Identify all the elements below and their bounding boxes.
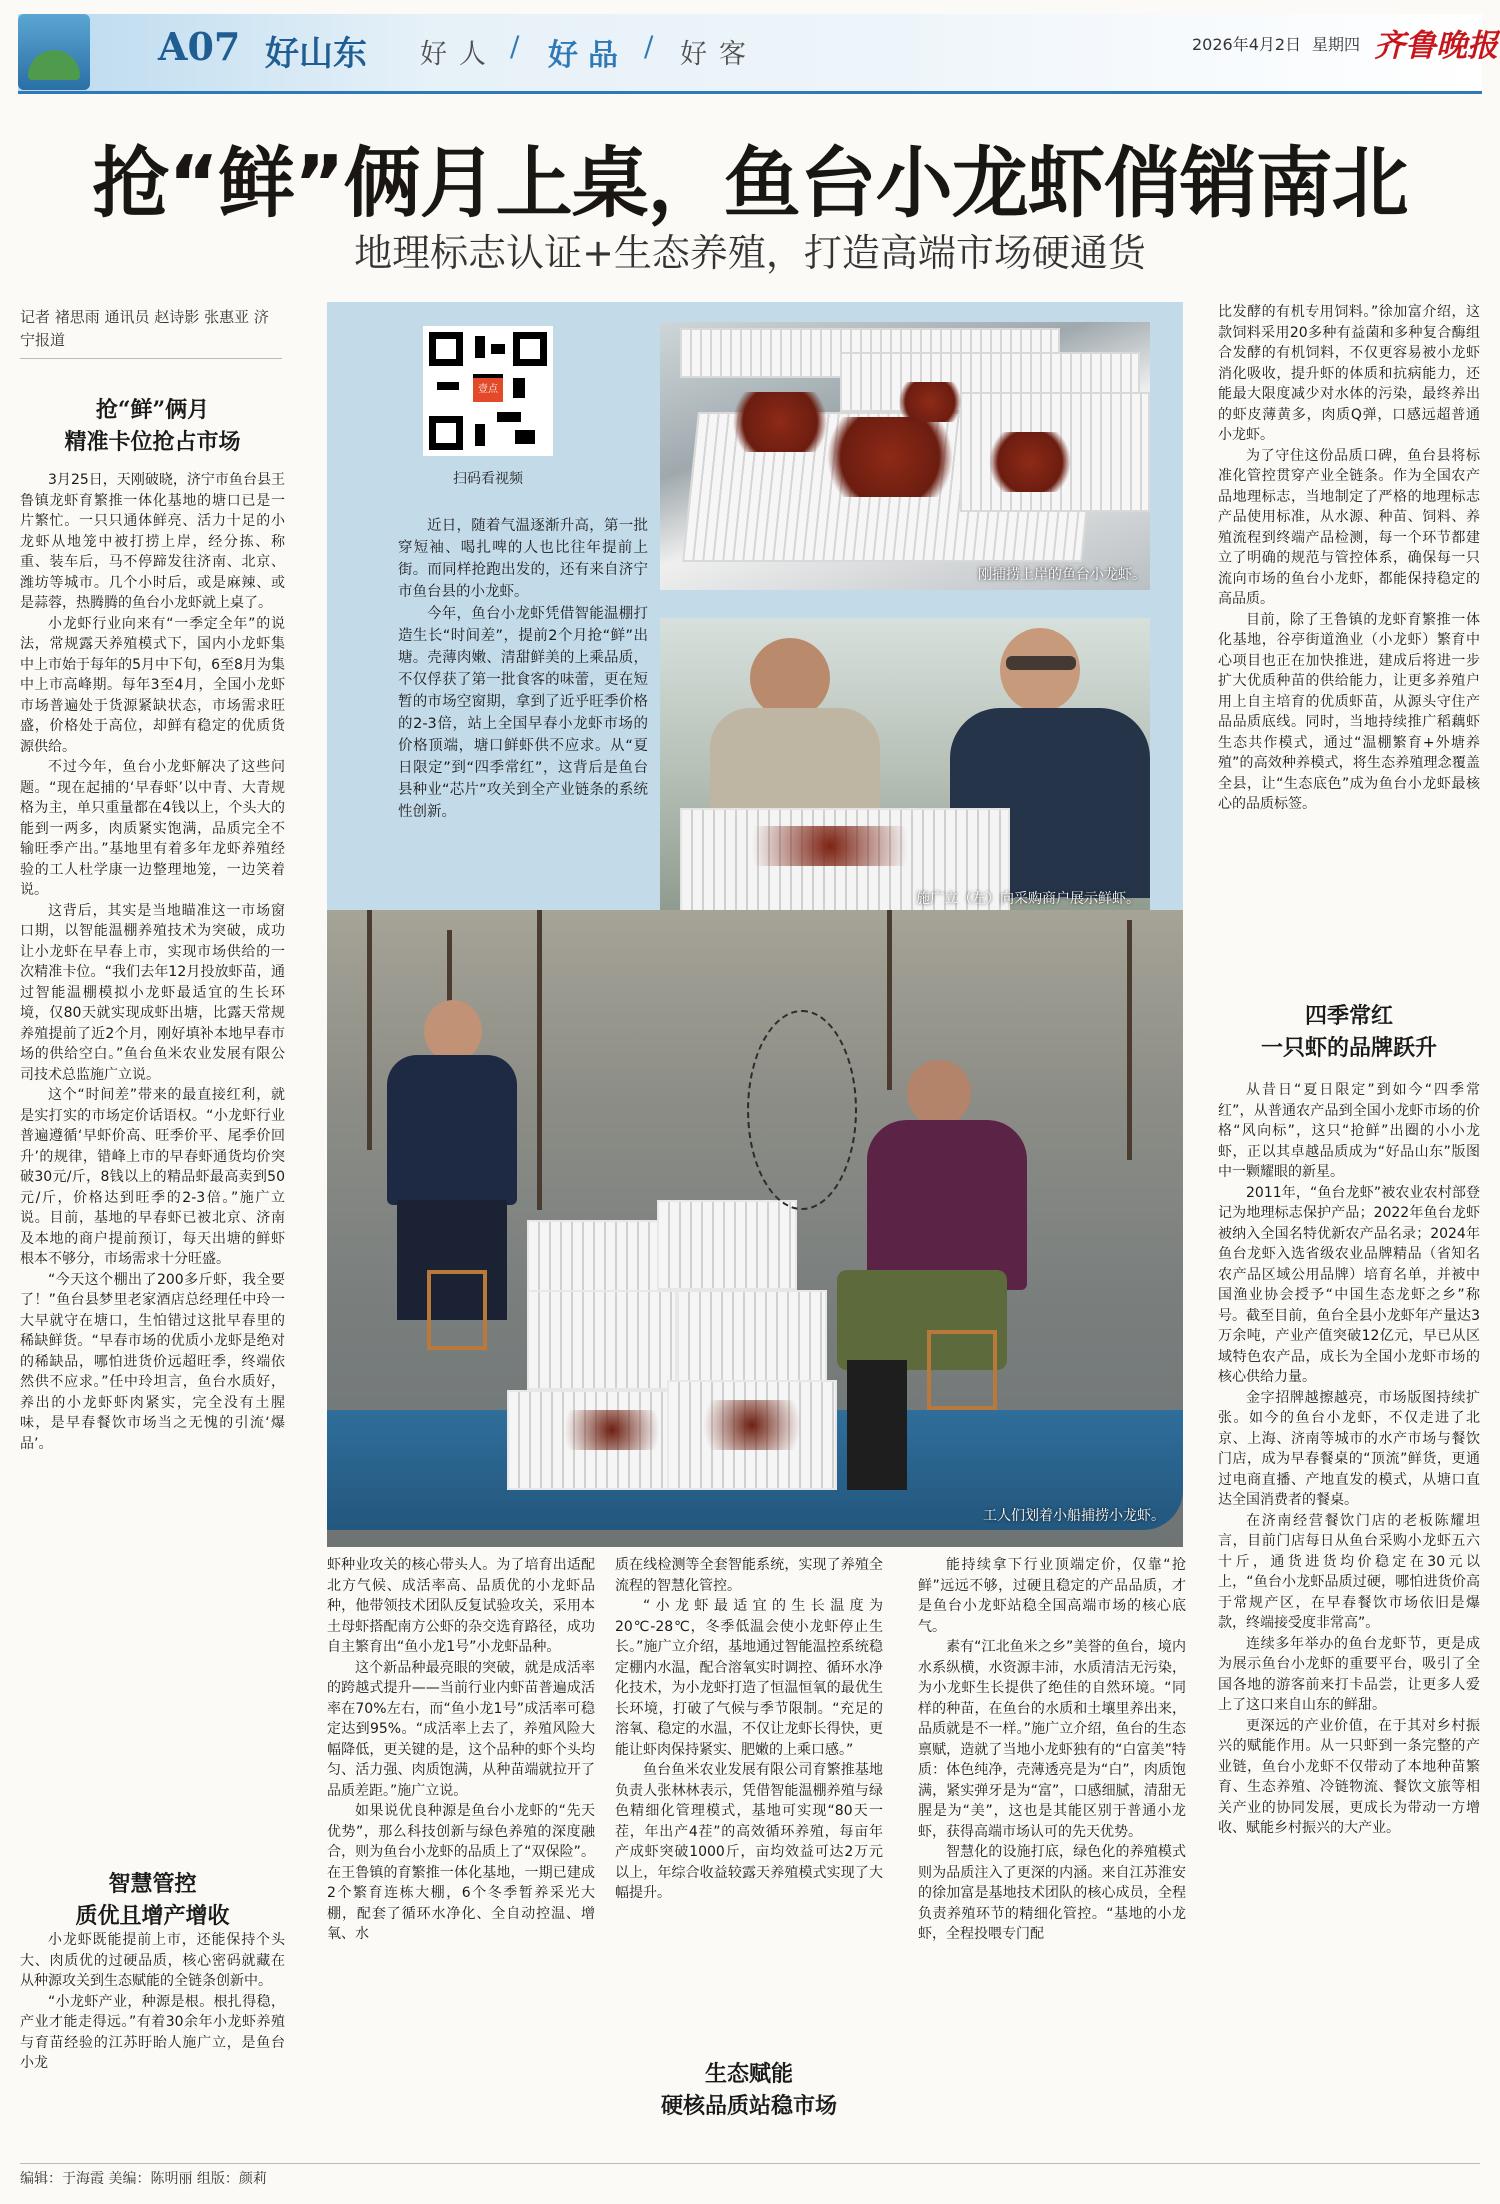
paragraph: 虾种业攻关的核心带头人。为了培育出适配北方气候、成活率高、品质优的小龙虾品种，他带领技术团队反复试验攻关，采用本土母虾搭配南方公虾的杂交选育路径，成功自主繁育出“鱼小龙1号”小龙虾品种。 — [327, 1557, 595, 1655]
paragraph: 近日，随着气温逐渐升高，第一批穿短袖、喝扎啤的人也比往年提前上街。而同样抢跑出发的，还有来自济宁市鱼台县的小龙虾。 — [398, 518, 648, 600]
tag-left: 好人 — [420, 39, 498, 70]
newspaper-logo: 齐鲁晚报 — [1374, 28, 1498, 64]
paragraph: 能持续拿下行业顶端定价，仅靠“抢鲜”远远不够，过硬且稳定的产品品质，才是鱼台小龙虾站稳全国高端市场的核心底气。 — [918, 1557, 1186, 1635]
paragraph: 智慧化的设施打底，绿色化的养殖模式则为品质注入了更深的内涵。来自江苏淮安的徐加富是基地技术团队的核心成员，全程负责养殖环节的精细化管控。“基地的小龙虾，全程投喂专门配 — [918, 1844, 1186, 1942]
tag-separator: / — [644, 30, 654, 63]
issue-weekday: 星期四 — [1312, 35, 1361, 54]
article-column — [918, 1555, 1186, 1945]
tag-center: 好品 — [548, 38, 628, 73]
paragraph: 不过今年，鱼台小龙虾解决了这些问题。“现在起捕的‘早春虾’以中青、大青规格为主，单只重量都在4钱以上，个头大的能到一两多，肉质紧实饱满，品质完全不输旺季产出。”基地里有着多年龙虾养殖经验的工人杜学康一边整理地笼，一边笑着说。 — [20, 759, 285, 898]
paragraph: 鱼台鱼米农业发展有限公司育繁推基地负责人张林林表示，凭借智能温棚养殖与绿色精细化管理模式，基地可实现“80天一茬，年出产4茬”的高效循环养殖，每亩年产成虾突破1000斤，亩均效益可达2万元以上，年综合收益较露天养殖模式实现了大幅提升。 — [615, 1762, 883, 1901]
paragraph: 目前，除了王鲁镇的龙虾育繁推一体化基地，谷亭街道渔业（小龙虾）繁育中心项目也正在加快推进，建成后将进一步扩大优质种苗的供给能力，让更多养殖户用上自主培育的优质虾苗，从源头守住产品品质底线。同时，当地持续推广稻藕虾生态共作模式，通过“温棚繁育+外塘养殖”的高效种养模式，将生态养殖理念覆盖全县，让“生态底色”成为鱼台小龙虾最核心的品质标签。 — [1218, 611, 1480, 812]
paragraph: 这个新品种最亮眼的突破，就是成活率的跨越式提升——当前行业内虾苗普遍成活率在70%左右，而“鱼小龙1号”成活率可稳定达到95%。“成活率上去了，养殖风险大幅降低，更关键的是，这个品种的虾个头均匀、活力强、肉质饱满，从种苗端就拉开了品质差距。”施广立说。 — [327, 1659, 595, 1799]
section-subhead: 生态赋能 硬核品质站稳市场 — [660, 2061, 837, 2119]
paragraph: 为了守住这份品质口碑，鱼台县将标准化管控贯穿产业全链条。作为全国农产品地理标志，当地制定了严格的地理标志产品使用标准，从水源、种苗、饲料、养殖流程到终端产品检测，每一个环节都建立了明确的规范与管控体系，确保每一只流向市场的鱼台小龙虾，都能保持稳定的高品质。 — [1218, 447, 1480, 607]
workers-on-boat-photo — [327, 910, 1183, 1547]
qr-badge: 壹点 — [473, 378, 503, 402]
paragraph: “今天这个棚出了200多斤虾，我全要了！”鱼台县梦里老家酒店总经理任中玲一大早就守在塘口，生怕错过这批早春里的稀缺鲜货。“早春市场的优质小龙虾是绝对的稀缺品，哪怕进货价远超旺季，终端依然供不应求。”任中玲坦言，鱼台水质好，养出的小龙虾虾肉紧实，完全没有土腥味，是早春餐饮市场当之无愧的引流‘爆品’。 — [20, 1271, 285, 1452]
section-subhead: 四季常红 一只虾的品牌跃升 — [1260, 1003, 1437, 1061]
paragraph: “小龙虾最适宜的生长温度为20℃-28℃，冬季低温会使小龙虾停止生长。”施广立介绍，基地通过智能温控系统稳定棚内水温，配合溶氧实时调控、循环水净化技术，为小龙虾打造了恒温恒氧的最优生长环境，打破了气候与季节限制。“充足的溶氧、稳定的水温，不仅让龙虾长得快，更能让虾肉保持紧实、肥嫩的上乘口感。” — [615, 1598, 883, 1758]
paragraph: 比发酵的有机专用饲料。”徐加富介绍，这款饲料采用20多种有益菌和多种复合酶组合发酵的有机饲料，不仅更容易被小龙虾消化吸收，提升虾的体质和抗病能力，还能最大限度减少对水体的污染，最终养出的虾皮薄黄多，肉质Q弹，口感远超普通小龙虾。 — [1218, 304, 1480, 443]
paragraph: 从昔日“夏日限定”到如今“四季常红”，从普通农产品到全国小龙虾市场的价格“风向标”，这只“抢鲜”出圈的小小龙虾，正以其卓越品质成为“好品山东”版图中一颗耀眼的新星。 — [1218, 1082, 1480, 1180]
tag-separator: / — [510, 30, 520, 63]
paragraph: 2011年，“鱼台龙虾”被农业农村部登记为地理标志保护产品；2022年鱼台龙虾被纳入全国名特优新农产品名录；2024年鱼台龙虾入选省级农业品牌精品（省知名农产品区域公用品牌）培育名单，并被中国渔业协会授予“中国生态龙虾之乡”称号。截至目前，鱼台全县小龙虾年产量达3万余吨，产业产值突破12亿元，早已从区域特色农产品，成长为全国小龙虾市场的核心供给力量。 — [1218, 1184, 1480, 1385]
tag-right: 好客 — [680, 39, 758, 70]
section-name: 好山东 — [265, 34, 367, 74]
paragraph: 这背后，其实是当地瞄准这一市场窗口期，以智能温棚养殖技术为突破，成功让小龙虾在早春上市，实现市场供给的一次精准卡位。“我们去年12月投放虾苗，通过智能温棚模拟小龙虾最适宜的生长环境，仅80天就实现成虾出塘，比露天常规养殖提前了近2个月，刚好填补本地早春市场的供给空白。”鱼台鱼米农业发展有限公司技术总监施广立说。 — [20, 902, 285, 1083]
paragraph: 这个“时间差”带来的最直接红利，就是实打实的市场定价话语权。“小龙虾行业普遍遵循‘早虾价高、旺季价平、尾季价回升’的规律，错峰上市的早春虾通货均价突破30元/斤，8钱以上的精品虾最高卖到50元/斤，价格达到旺季的2-3倍。”施广立说。目前，基地的早春虾已被北京、济南及本地的商户提前预订，每天出塘的鲜虾根本不够分，市场需求十分旺盛。 — [20, 1087, 285, 1267]
paragraph: 在济南经营餐饮门店的老板陈耀坦言，目前门店每日从鱼台采购小龙虾五六十斤，通货进货均价稳定在30元以上，“鱼台小龙虾品质过硬，哪怕进货价高于常规产区，在早春餐饮市场依旧是爆款，终端接受度非常高”。 — [1218, 1512, 1480, 1631]
crayfish-crates-photo — [660, 322, 1150, 590]
photo-caption: 施广立（左）向采购商户展示鲜虾。 — [916, 891, 1140, 907]
paragraph: 3月25日，天刚破晓，济宁市鱼台县王鲁镇龙虾育繁推一体化基地的塘口已是一片繁忙。一只只通体鲜亮、活力十足的小龙虾从地笼中被打捞上岸，经分拣、称重、装车后，马不停蹄发往济南、北京、潍坊等城市。几个小时后，或是麻辣、或是蒜蓉，热腾腾的鱼台小龙虾就上桌了。 — [20, 472, 285, 611]
issue-date: 2026年4月2日 — [1192, 35, 1302, 54]
paragraph: 质在线检测等全套智能系统，实现了养殖全流程的智慧化管控。 — [615, 1557, 883, 1594]
paragraph: 连续多年举办的鱼台龙虾节，更是成为展示鱼台小龙虾的重要平台，吸引了全国各地的游客前来打卡品尝，让更多人爱上了这口来自山东的鲜甜。 — [1218, 1635, 1480, 1713]
article-column — [1218, 302, 1480, 815]
article-column — [615, 1555, 883, 1904]
subheadline: 地理标志认证+生态养殖，打造高端市场硬通货 — [354, 231, 1146, 275]
article-column — [1218, 1080, 1480, 1839]
article-column — [327, 1555, 595, 1945]
paragraph: 更深远的产业价值，在于其对乡村振兴的赋能作用。从一只虾到一条完整的产业链，鱼台小龙虾不仅带动了本地种苗繁育、生态养殖、冷链物流、餐饮文旅等相关产业的协同发展，更成长为带动一方增收、赋能乡村振兴的大产业。 — [1218, 1717, 1480, 1836]
paragraph: 素有“江北鱼米之乡”美誉的鱼台，境内水系纵横，水资源丰沛，水质清洁无污染，为小龙虾生长提供了绝佳的自然环境。“同样的种苗，在鱼台的水质和土壤里养出来，品质就是不一样。”施广立介绍，鱼台的生态禀赋，造就了当地小龙虾独有的“白富美”特质：体色纯净，壳薄透亮是为“白”，肉质饱满，紧实弹牙是为“富”，口感细腻，清甜无腥是为“美”，这也是其能区别于普通小龙虾，获得高端市场认可的先天优势。 — [918, 1639, 1186, 1840]
page-number: A07 — [158, 24, 241, 69]
section-seal-icon — [18, 14, 90, 90]
paragraph: “小龙虾产业，种源是根。根扎得稳，产业才能走得远。”有着30余年小龙虾养殖与育苗经验的江苏盱眙人施广立，是鱼台小龙 — [20, 1993, 285, 2071]
qr-code-icon[interactable] — [423, 326, 553, 456]
feature-intro — [398, 515, 648, 823]
photo-caption: 刚捕捞上岸的鱼台小龙虾。 — [978, 567, 1146, 583]
men-with-crayfish-photo — [660, 618, 1150, 916]
headline: 抢“鲜”俩月上桌，鱼台小龙虾俏销南北 — [92, 140, 1408, 229]
article-column — [20, 1930, 285, 2074]
byline: 记者 褚思雨 通讯员 赵诗影 张惠亚 济宁报道 — [20, 306, 282, 359]
photo-caption: 工人们划着小船捕捞小龙虾。 — [983, 1508, 1165, 1524]
qr-caption: 扫码看视频 — [453, 471, 523, 487]
paragraph: 小龙虾行业向来有“一季定全年”的说法，常规露天养殖模式下，国内小龙虾集中上市始于每年的5月中下旬，6至8月为集中上市高峰期。每年3至4月，全国小龙虾市场普遍处于货源紧缺状态，市场需求旺盛，价格处于高位，却鲜有稳定的优质货源供给。 — [20, 615, 285, 755]
section-subhead: 智慧管控 质优且增产增收 — [75, 1871, 230, 1929]
paragraph: 小龙虾既能提前上市，还能保持个头大、肉质优的过硬品质，核心密码就藏在从种源攻关到生态赋能的全链条创新中。 — [20, 1932, 285, 1989]
paragraph: 如果说优良种源是鱼台小龙虾的“先天优势”，那么科技创新与绿色养殖的深度融合，则为鱼台小龙虾的品质上了“双保险”。在王鲁镇的育繁推一体化基地，一期已建成2个繁育连栋大棚，6个冬季暂养采光大棚，配套了循环水净化、全自动控温、增氧、水 — [327, 1803, 595, 1942]
editor-credits: 编辑：于海霞 美编：陈明丽 组版：颜莉 — [20, 2171, 267, 2187]
section-subhead: 抢“鲜”俩月 精准卡位抢占市场 — [64, 397, 241, 455]
paragraph: 金字招牌越擦越亮，市场版图持续扩张。如今的鱼台小龙虾，不仅走进了北京、上海、济南等城市的水产市场与餐饮门店，成为早春餐桌的“顶流”鲜货，更通过电商直播、产地直发的模式，从塘口直达全国消费者的餐桌。 — [1218, 1389, 1480, 1508]
paragraph: 今年，鱼台小龙虾凭借智能温棚打造生长“时间差”，提前2个月抢“鲜”出塘。壳薄肉嫩、清甜鲜美的上乘品质，不仅俘获了第一批食客的味蕾，更在短暂的市场空窗期，拿到了近乎旺季价格的2-3倍，站上全国早春小龙虾市场的价格顶端，塘口鲜虾供不应求。从“夏日限定”到“四季常红”，这背后是鱼台县种业“芯片”攻关到全产业链条的系统性创新。 — [398, 606, 648, 820]
footer-divider — [20, 2163, 1480, 2164]
article-column — [20, 470, 285, 1454]
